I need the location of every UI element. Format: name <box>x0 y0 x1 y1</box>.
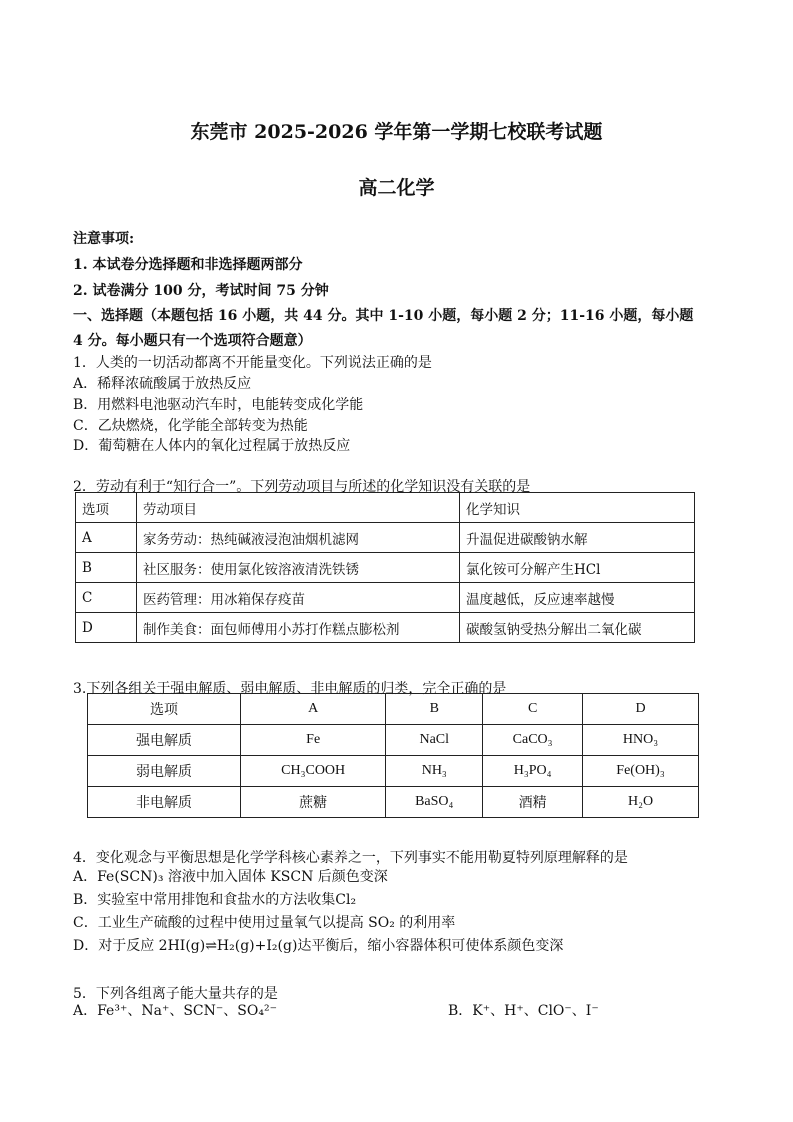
table-header: 劳动项目 <box>137 493 460 523</box>
q3-stem: 3.下列各组关于强电解质、弱电解质、非电解质的归类，完全正确的是 <box>73 681 507 697</box>
table-cell: 酒精 <box>483 787 583 818</box>
table-cell: 氯化铵可分解产生HCl <box>460 553 695 583</box>
section-heading-line2: 4 分。每小题只有一个选项符合题意） <box>73 333 312 349</box>
table-row <box>76 583 695 613</box>
table-header: 选项 <box>76 493 137 523</box>
table-header: D <box>583 694 699 725</box>
table-header: A <box>241 694 386 725</box>
table-row <box>88 694 699 725</box>
table-header: 选项 <box>88 694 241 725</box>
table-cell: A <box>76 523 137 553</box>
row-label: 非电解质 <box>88 787 241 818</box>
q1-option-c: C．乙炔燃烧，化学能全部转变为热能 <box>73 418 308 434</box>
table-cell: H₃PO₄ <box>483 756 583 787</box>
q4-option-d: D．对于反应 2HI(g)⇌H₂(g)+I₂(g)达平衡后，缩小容器体积可使体系颜色变深 <box>73 938 564 954</box>
table-row <box>76 613 695 643</box>
q4-stem: 4．变化观念与平衡思想是化学学科核心素养之一，下列事实不能用勒夏特列原理解释的是 <box>73 850 628 866</box>
q1-stem: 1．人类的一切活动都离不开能量变化。下列说法正确的是 <box>73 355 432 371</box>
table-row <box>76 553 695 583</box>
q1-option-b: B．用燃料电池驱动汽车时，电能转变成化学能 <box>73 397 364 413</box>
table-cell: D <box>76 613 137 643</box>
table-row <box>76 523 695 553</box>
q5-option-a: A．Fe³⁺、Na⁺、SCN⁻、SO₄²⁻ <box>73 1003 277 1019</box>
q5-stem: 5．下列各组离子能大量共存的是 <box>73 986 278 1002</box>
table-cell: HNO₃ <box>583 725 699 756</box>
table-cell: H₂O <box>583 787 699 818</box>
table-cell: CaCO₃ <box>483 725 583 756</box>
table-cell: 蔗糖 <box>241 787 386 818</box>
table-header: B <box>386 694 483 725</box>
exam-title: 东莞市 2025-2026 学年第一学期七校联考试题 <box>190 121 603 143</box>
table-cell: 家务劳动：热纯碱液浸泡油烟机滤网 <box>137 523 460 553</box>
table-cell: C <box>76 583 137 613</box>
section-heading-line1: 一、选择题（本题包括 16 小题，共 44 分。其中 1-10 小题，每小题 2 分；11-16 小题，每小题 <box>73 308 694 324</box>
q5-option-b: B．K⁺、H⁺、ClO⁻、I⁻ <box>448 1003 599 1019</box>
q4-option-b: B．实验室中常用排饱和食盐水的方法收集Cl₂ <box>73 892 357 908</box>
table-cell: 医药管理：用冰箱保存疫苗 <box>137 583 460 613</box>
table-cell: 升温促进碳酸钠水解 <box>460 523 695 553</box>
table-header: C <box>483 694 583 725</box>
table-cell: NH₃ <box>386 756 483 787</box>
table-cell: 温度越低，反应速率越慢 <box>460 583 695 613</box>
table-cell: Fe <box>241 725 386 756</box>
table-cell: Fe(OH)₃ <box>583 756 699 787</box>
subject-title: 高二化学 <box>358 177 435 199</box>
q4-option-c: C．工业生产硫酸的过程中使用过量氧气以提高 SO₂ 的利用率 <box>73 915 456 931</box>
q1-option-d: D．葡萄糖在人体内的氧化过程属于放热反应 <box>73 438 351 454</box>
q2-table <box>75 492 695 643</box>
table-cell: 碳酸氢钠受热分解出二氧化碳 <box>460 613 695 643</box>
table-row <box>76 493 695 523</box>
q3-table <box>87 693 699 818</box>
table-cell: CH₃COOH <box>241 756 386 787</box>
q2-stem: 2．劳动有利于“知行合一”。下列劳动项目与所述的化学知识没有关联的是 <box>73 479 531 495</box>
note-item-2: 2. 试卷满分 100 分，考试时间 75 分钟 <box>73 283 329 299</box>
table-cell: 社区服务：使用氯化铵溶液清洗铁锈 <box>137 553 460 583</box>
table-header: 化学知识 <box>460 493 695 523</box>
row-label: 强电解质 <box>88 725 241 756</box>
notes-heading: 注意事项: <box>73 231 135 247</box>
table-cell: 制作美食：面包师傅用小苏打作糕点膨松剂 <box>137 613 460 643</box>
q4-option-a: A．Fe(SCN)₃ 溶液中加入固体 KSCN 后颜色变深 <box>73 869 388 885</box>
row-label: 弱电解质 <box>88 756 241 787</box>
table-row <box>88 756 699 787</box>
table-cell: BaSO₄ <box>386 787 483 818</box>
q1-option-a: A．稀释浓硫酸属于放热反应 <box>73 376 252 392</box>
table-cell: NaCl <box>386 725 483 756</box>
table-cell: B <box>76 553 137 583</box>
note-item-1: 1. 本试卷分选择题和非选择题两部分 <box>73 257 303 273</box>
table-row <box>88 725 699 756</box>
table-row <box>88 787 699 818</box>
